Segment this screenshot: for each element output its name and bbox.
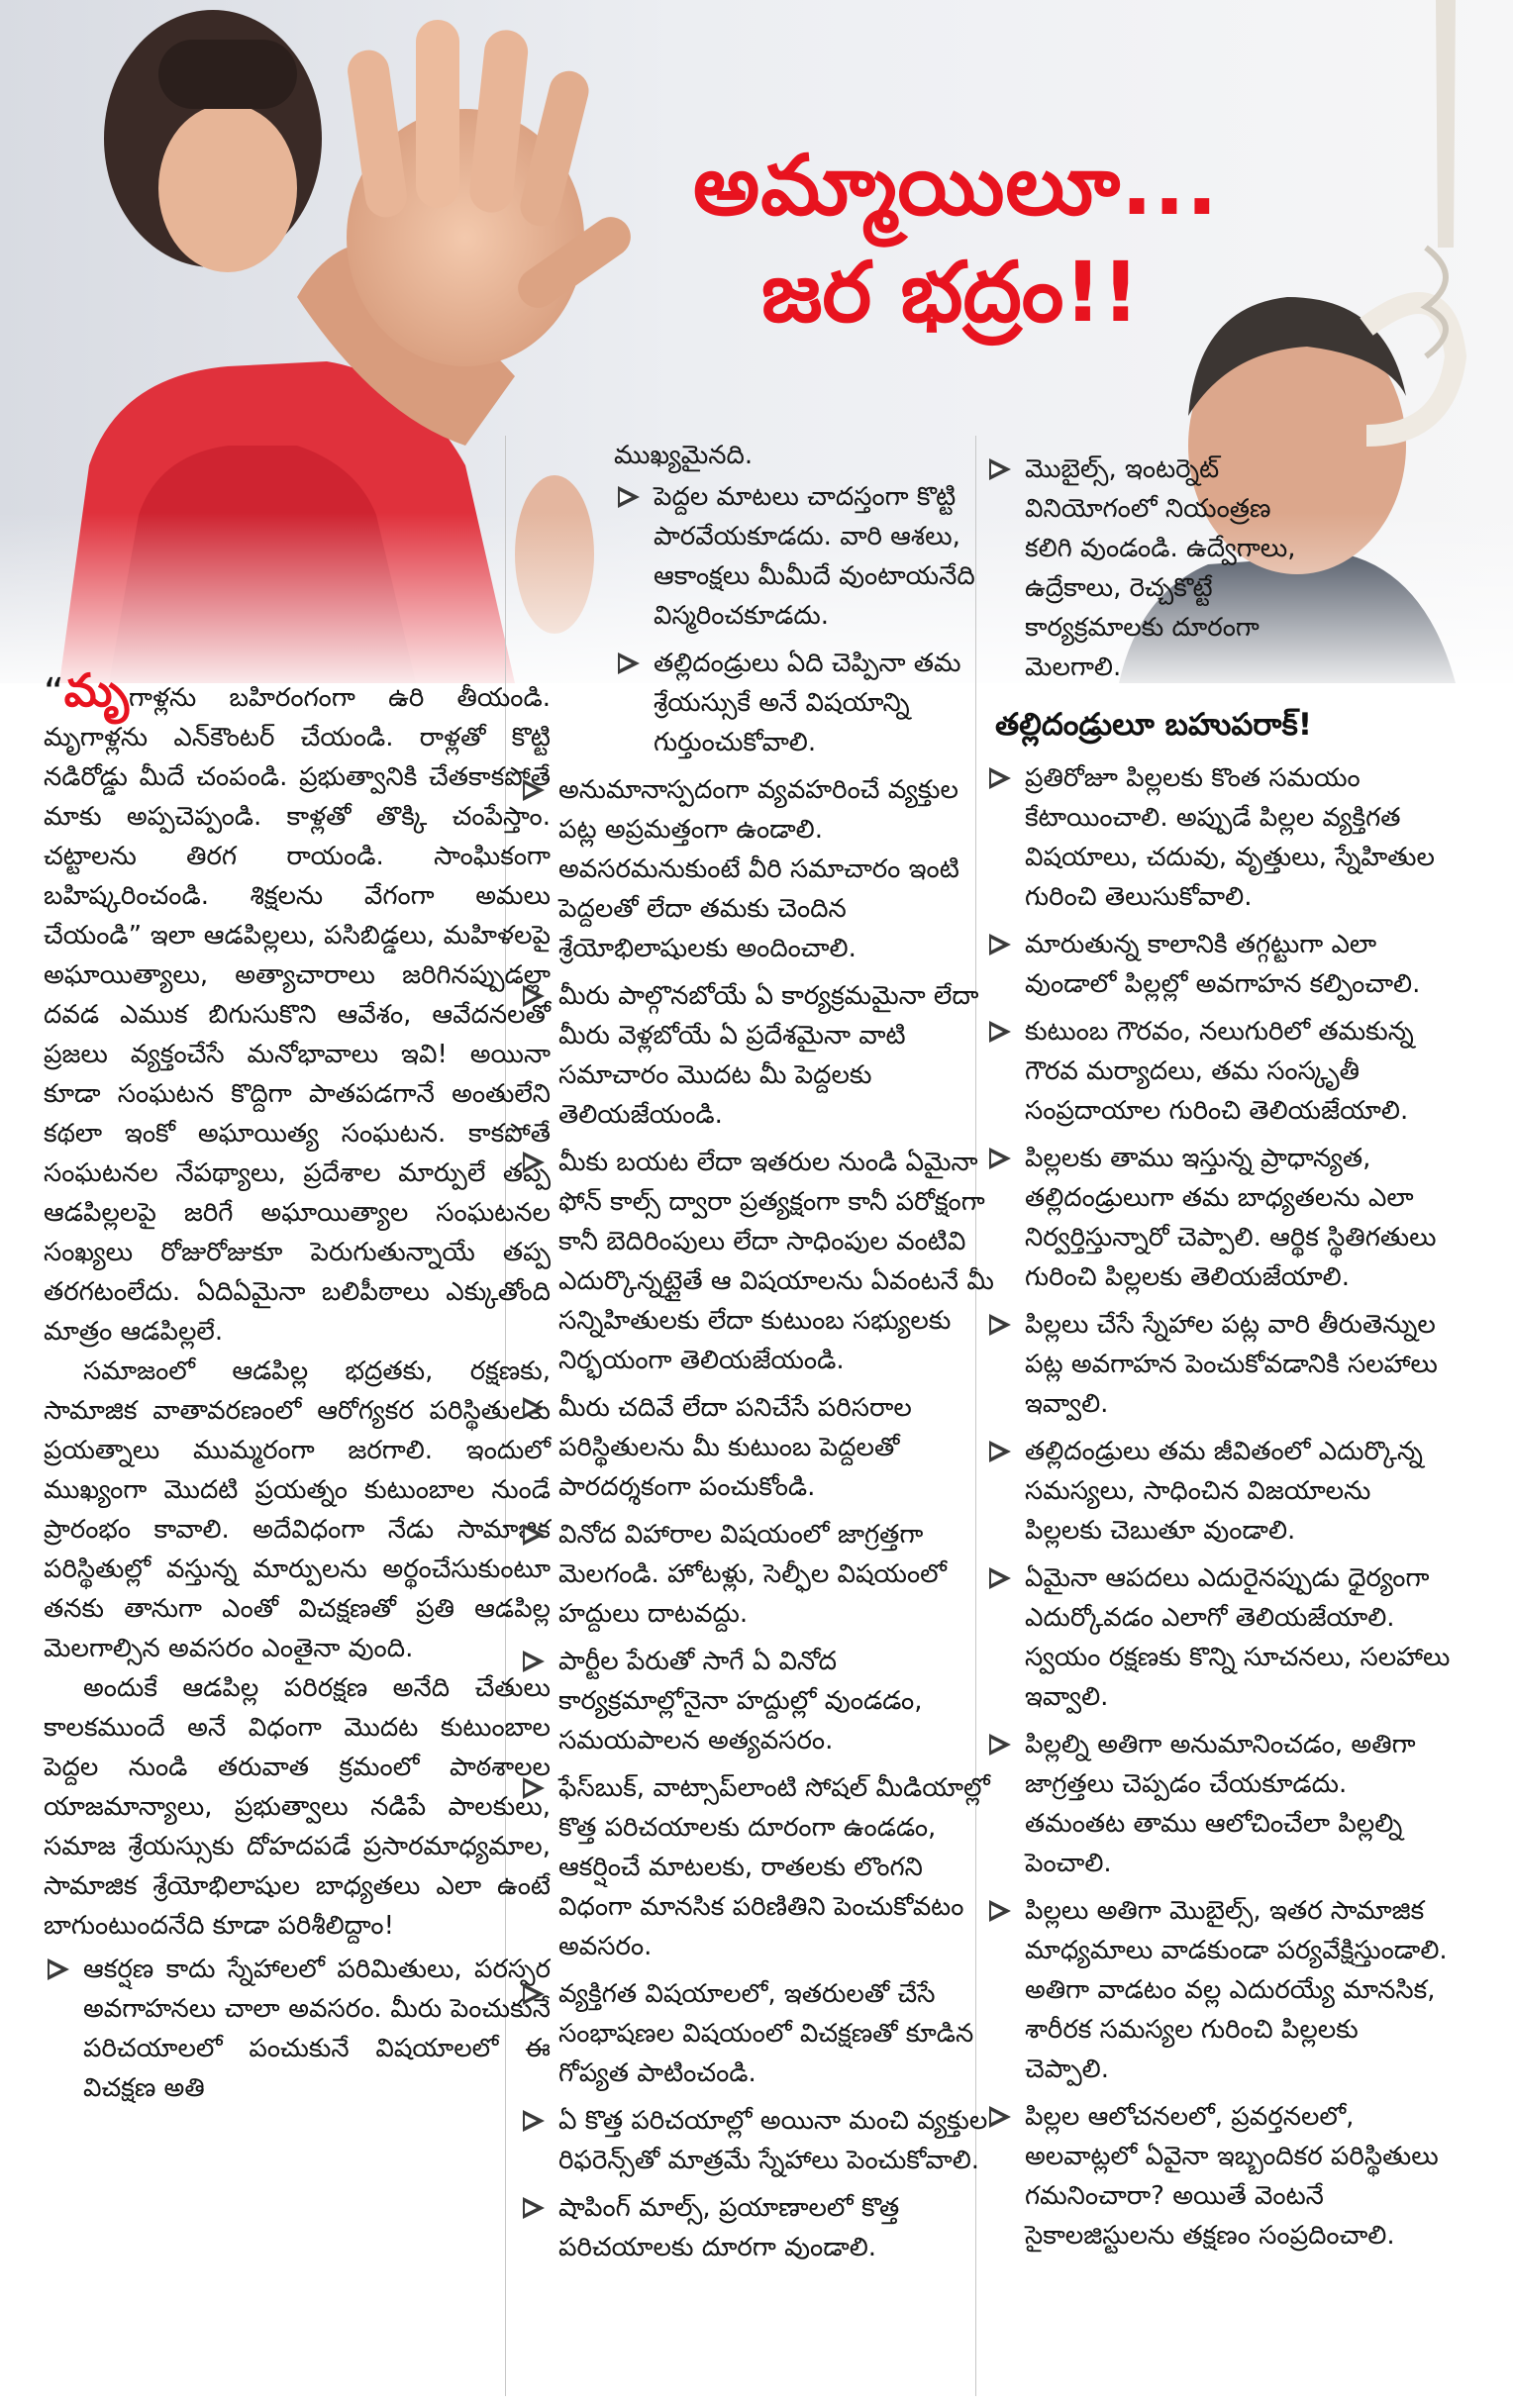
- tip-item: తల్లిదండ్రులు ఏది చెప్పినా తమ శ్రేయస్సుకే అనే విషయాన్ని గుర్తుంచుకోవాలి.: [614, 644, 994, 762]
- tip-item: ఆకర్షణ కాదు స్నేహాలలో పరిమితులు, పరస్పర అవగాహనలు చాలా అవసరం. మీరు పెంచుకునే పరిచయాలలో పంచుకునే విషయాలలో ఈ విచక్షణ అతి: [44, 1950, 551, 2108]
- headline-line-2: జర భద్రం!!: [761, 244, 1140, 342]
- section-subheading: తల్లిదండ్రులూ బహుపరాక్!: [995, 707, 1312, 743]
- tip-item: మీరు పాల్గొనబోయే ఏ కార్యక్రమమైనా లేదా మీరు వెళ్లబోయే ఏ ప్రదేశమైనా వాటి సమాచారం మొదట మీ పెద్దలకు తెలియజేయండి.: [519, 976, 994, 1135]
- quote-mark: “: [44, 670, 64, 716]
- parent-tip-item: పిల్లలు అతిగా మొబైల్స్, ఇతర సామాజిక మాధ్యమాలు వాడకుండా పర్యవేక్షిస్తుండాలి. అతిగా వాడటం వల్ల ఎదురయ్యే మానసిక, శారీరక సమస్యల గురించి పిల్లలకు చెప్పాలి.: [985, 1891, 1451, 2089]
- tip-item: మీరు చదివే లేదా పనిచేసే పరిసరాల పరిస్థితులను మీ కుటుంబ పెద్దలతో పారదర్శకంగా పంచుకోండి.: [519, 1388, 994, 1507]
- tip-item: ఫేస్‌బుక్, వాట్సాప్‌లాంటి సోషల్ మీడియాల్లో కొత్త పరిచయాలకు దూరంగా ఉండడం, ఆకర్షించే మాటలకు, రాతలకు లొంగని విధంగా మానసిక పరిణితిని పెంచుకోవటం అవసరం.: [519, 1768, 994, 1966]
- tip-item: పెద్దల మాటలు చాదస్తంగా కొట్టి పారవేయకూడదు. వారి ఆశలు, ఆకాంక్షలు మీమీదే వుంటాయనేది విస్మరించకూడదు.: [614, 477, 994, 636]
- tip-item: పార్టీల పేరుతో సాగే ఏ వినోద కార్యక్రమాల్లోనైనా హద్దుల్లో వుండడం, సమయపాలన అత్యవసరం.: [519, 1642, 994, 1760]
- intro-paragraph: [44, 663, 551, 1352]
- parent-tip-item: తల్లిదండ్రులు తమ జీవితంలో ఎదుర్కొన్న సమస్యలు, సాధించిన విజయాలను పిల్లలకు చెబుతూ వుండాలి.: [985, 1432, 1451, 1551]
- parent-tip-item: పిల్లల్ని అతిగా అనుమానించడం, అతిగా జాగ్రత్తలు చెప్పడం చేయకూడదు. తమంతట తాము ఆలోచించేలా పిల్లల్ని పెంచాలి.: [985, 1725, 1451, 1883]
- tip-item: వ్యక్తిగత విషయాలలో, ఇతరులతో చేసే సంభాషణల విషయంలో విచక్షణతో కూడిన గోప్యత పాటించండి.: [519, 1974, 994, 2093]
- parent-tip-item: పిల్లలు చేసే స్నేహాల పట్ల వారి తీరుతెన్నుల పట్ల అవగాహన పెంచుకోవడానికి సలహాలు ఇవ్వాలి.: [985, 1305, 1451, 1424]
- parent-tip-item: మారుతున్న కాలానికి తగ్గట్టుగా ఎలా వుండాలో పిల్లల్లో అవగాహన కల్పించాలి.: [985, 925, 1451, 1004]
- parent-tip-item: కుటుంబ గౌరవం, నలుగురిలో తమకున్న గౌరవ మర్యాదలు, తమ సంస్కృతీ సంప్రదాయాల గురించి తెలియజేయాలి.: [985, 1012, 1451, 1131]
- headline: [693, 137, 1219, 342]
- tip-item: మొబైల్స్, ఇంటర్నెట్ వినియోగంలో నియంత్రణ కలిగి వుండండి. ఉద్వేగాలు, ఉద్రేకాలు, రెచ్చకొట్టే కార్యక్రమాలకు దూరంగా మెలగాలి.: [985, 450, 1322, 687]
- tip-item: ఏ కొత్త పరిచయాల్లో అయినా మంచి వ్యక్తుల రిఫరెన్స్‌తో మాత్రమే స్నేహాలు పెంచుకోవాలి.: [519, 2101, 994, 2180]
- parent-tip-item: పిల్లలకు తాము ఇస్తున్న ప్రాధాన్యత, తల్లిదండ్రులుగా తమ బాధ్యతలను ఎలా నిర్వర్తిస్తున్నారో చెప్పాలి. ఆర్థిక స్థితిగతులు గురించి పిల్లలకు తెలియజేయాలి.: [985, 1139, 1451, 1297]
- intro-text: గాళ్లను బహిరంగంగా ఉరి తీయండి. మృగాళ్లను ఎన్‌కౌంటర్ చేయండి. రాళ్లతో కొట్టి నడిరోడ్డు మీదే చంపండి. ప్రభుత్వానికి చేతకాకపోతే మాకు అప్పచెప్పండి. కాళ్లతో తొక్కి చంపేస్తాం. చట్టాలను తిరగ రాయండి. సాంఘికంగా బహిష్కరించండి. శిక్షలను వేగంగా అమలు చేయండి” ఇలా ఆడపిల్లలు, పసిబిడ్డలు, మహిళలపై అఘాయిత్యాలు, అత్యాచారాలు జరిగినప్పుడల్లా దవడ ఎముక బిగుసుకొని ఆవేశం, ఆవేదనలతో ప్రజలు వ్యక్తంచేసే మనోభావాలు ఇవి! అయినా కూడా సంఘటన కొద్దిగా పాతపడగానే అంతులేని కథలా ఇంకో అఘాయిత్య సంఘటన. కాకపోతే సంఘటనల నేపథ్యాలు, ప్రదేశాల మార్పులే తప్ప ఆడపిల్లలపై జరిగే అఘాయిత్యాల సంఘటనల సంఖ్యలు రోజురోజుకూ పెరుగుతున్నాయే తప్ప తరగటంలేదు. ఏదిఏమైనా బలిపీఠాలు ఎక్కుతోంది మాత్రం ఆడపిల్లలే.: [44, 683, 551, 1347]
- paragraph: సమాజంలో ఆడపిల్ల భద్రతకు, రక్షణకు, సామాజిక వాతావరణంలో ఆరోగ్యకర పరిస్థితులకు ప్రయత్నాలు ముమ్మరంగా జరగాలి. ఇందులో ముఖ్యంగా మొదటి ప్రయత్నం కుటుంబాల నుండే ప్రారంభం కావాలి. అదేవిధంగా నేడు సామాజిక పరిస్థితుల్లో వస్తున్న మార్పులను అర్థంచేసుకుంటూ తనకు తానుగా ఎంతో విచక్షణతో ప్రతి ఆడపిల్ల మెలగాల్సిన అవసరం ఎంతైనా వుంది.: [44, 1356, 551, 1663]
- continued-text: ముఖ్యమైనది.: [614, 441, 754, 470]
- article-column-2: [519, 436, 994, 2275]
- drop-cap: మృ: [63, 663, 130, 717]
- article-column-1: [44, 663, 551, 2116]
- tip-item: మీకు బయట లేదా ఇతరుల నుండి ఏమైనా ఫోన్ కాల్స్ ద్వారా ప్రత్యక్షంగా కానీ పరోక్షంగా కానీ బెదిరింపులు లేదా సాధింపుల వంటివి ఎదుర్కొన్నట్లైతే ఆ విషయాలను ఏవంటనే మీ సన్నిహితులకు లేదా కుటుంబ సభ్యులకు నిర్భయంగా తెలియజేయండి.: [519, 1143, 994, 1380]
- parent-tip-item: ఏమైనా ఆపదలు ఎదురైనప్పుడు ధైర్యంగా ఎదుర్కోవడం ఎలాగో తెలియజేయాలి. స్వయం రక్షణకు కొన్ని సూచనలు, సలహాలు ఇవ్వాలి.: [985, 1558, 1451, 1717]
- article-column-3: [985, 448, 1451, 2263]
- tip-item: అనుమానాస్పదంగా వ్యవహరించే వ్యక్తుల పట్ల అప్రమత్తంగా ఉండాలి. అవసరమనుకుంటే వీరి సమాచారం ఇంటి పెద్దలతో లేదా తమకు చెందిన శ్రేయోభిలాషులకు అందించాలి.: [519, 770, 994, 968]
- parent-tip-item: పిల్లల ఆలోచనలలో, ప్రవర్తనలలో, అలవాట్లలో ఏవైనా ఇబ్బందికర పరిస్థితులు గమనించారా? అయితే వెంటనే సైకాలజిస్టులను తక్షణం సంప్రదించాలి.: [985, 2097, 1451, 2256]
- tip-item: షాపింగ్ మాల్స్, ప్రయాణాలలో కొత్త పరిచయాలకు దూరగా వుండాలి.: [519, 2188, 994, 2267]
- paragraph: అందుకే ఆడపిల్ల పరిరక్షణ అనేది చేతులు కాలకముందే అనే విధంగా మొదట కుటుంబాల పెద్దల నుండి తరువాత క్రమంలో పాఠశాలల యాజమాన్యాలు, ప్రభుత్వాలు నడిపే పాలకులు, సమాజ శ్రేయస్సుకు దోహదపడే ప్రసారమాధ్యమాల, సామాజిక శ్రేయోభిలాషుల బాధ్యతలు ఎలా ఉంటే బాగుంటుందనేది కూడా పరిశీలిద్దాం!: [44, 1673, 551, 1941]
- tip-item: వినోద విహారాల విషయంలో జాగ్రత్తగా మెలగండి. హోటళ్లు, సెల్ఫీల విషయంలో హద్దులు దాటవద్దు.: [519, 1515, 994, 1634]
- parent-tip-item: ప్రతిరోజూ పిల్లలకు కొంత సమయం కేటాయించాలి. అప్పుడే పిల్లల వ్యక్తిగత విషయాలు, చదువు, వృత్తులు, స్నేహితుల గురించి తెలుసుకోవాలి.: [985, 758, 1451, 917]
- headline-line-1: అమ్మాయిలూ...: [693, 137, 1219, 234]
